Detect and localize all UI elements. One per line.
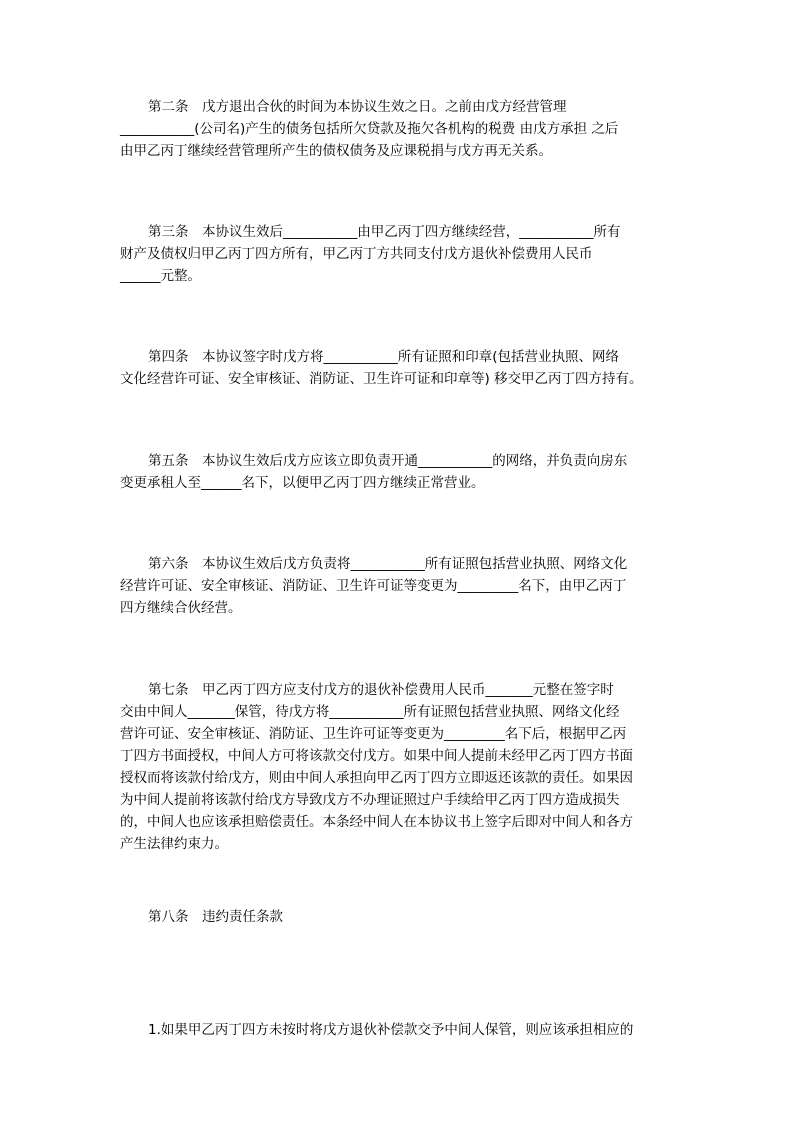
article-8-heading: 第八条 违约责任条款 xyxy=(148,909,283,925)
clause-8-1-paragraph: 1.如果甲乙丙丁四方未按时将戊方退伙补偿款交予中间人保管，则应该承担相应的 xyxy=(148,1022,634,1038)
article-3-paragraph: 第三条 本协议生效后___________由甲乙丙丁四方继续经营，___________所有 财产及债权归甲乙丙丁四方所有，甲乙丙丁方共同支付戊方退伙补偿费用人民币 ______元整。 xyxy=(120,224,621,284)
article-4-paragraph: 第四条 本协议签字时戊方将___________所有证照和印章(包括营业执照、网络 文化经营许可证、安全审核证、消防证、卫生许可证和印章等) 移交甲乙丙丁四方持有。 xyxy=(120,349,643,387)
article-5-paragraph: 第五条 本协议生效后戊方应该立即负责开通___________的网络，并负责向房东 变更承租人至______名下，以便甲乙丙丁四方继续正常营业。 xyxy=(120,453,628,491)
article-6-paragraph: 第六条 本协议生效后戊方负责将___________所有证照包括营业执照、网络文化 经营许可证、安全审核证、消防证、卫生许可证等变更为_________名下，由甲乙丙丁 四方继续合伙经营。 xyxy=(120,556,628,616)
article-7-paragraph: 第七条 甲乙丙丁四方应支付戊方的退伙补偿费用人民币_______元整在签字时 交由中间人_______保管，待戊方将___________所有证照包括营业执照、网络文化经 营许可证、安全审核证、消防证、卫生许可证等变更为_________名下后，根据甲乙丙 丁四方书面授权，中间人方可将该款交付戊方。如果中间人提前未经甲乙丙丁四方书面 授权而将该款付给戊方，则由中间人承担向甲乙丙丁四方立即返还该款的责任。如果因 为中间人提前将该款付给戊方导致戊方不办理证照过户手续给甲乙丙丁四方造成损失 的，中间人也应该承担赔偿责任。本条经中间人在本协议书上签字后即对中间人和各方 产生法律约束力。 xyxy=(120,682,633,852)
article-2-paragraph: 第二条 戊方退出合伙的时间为本协议生效之日。之前由戊方经营管理 ___________(公司名)产生的债务包括所欠贷款及拖欠各机构的税费 由戊方承担 之后 由甲乙丙丁继续经营管理所产生的债权债务及应课税捐与戊方再无关系。 xyxy=(120,99,619,159)
